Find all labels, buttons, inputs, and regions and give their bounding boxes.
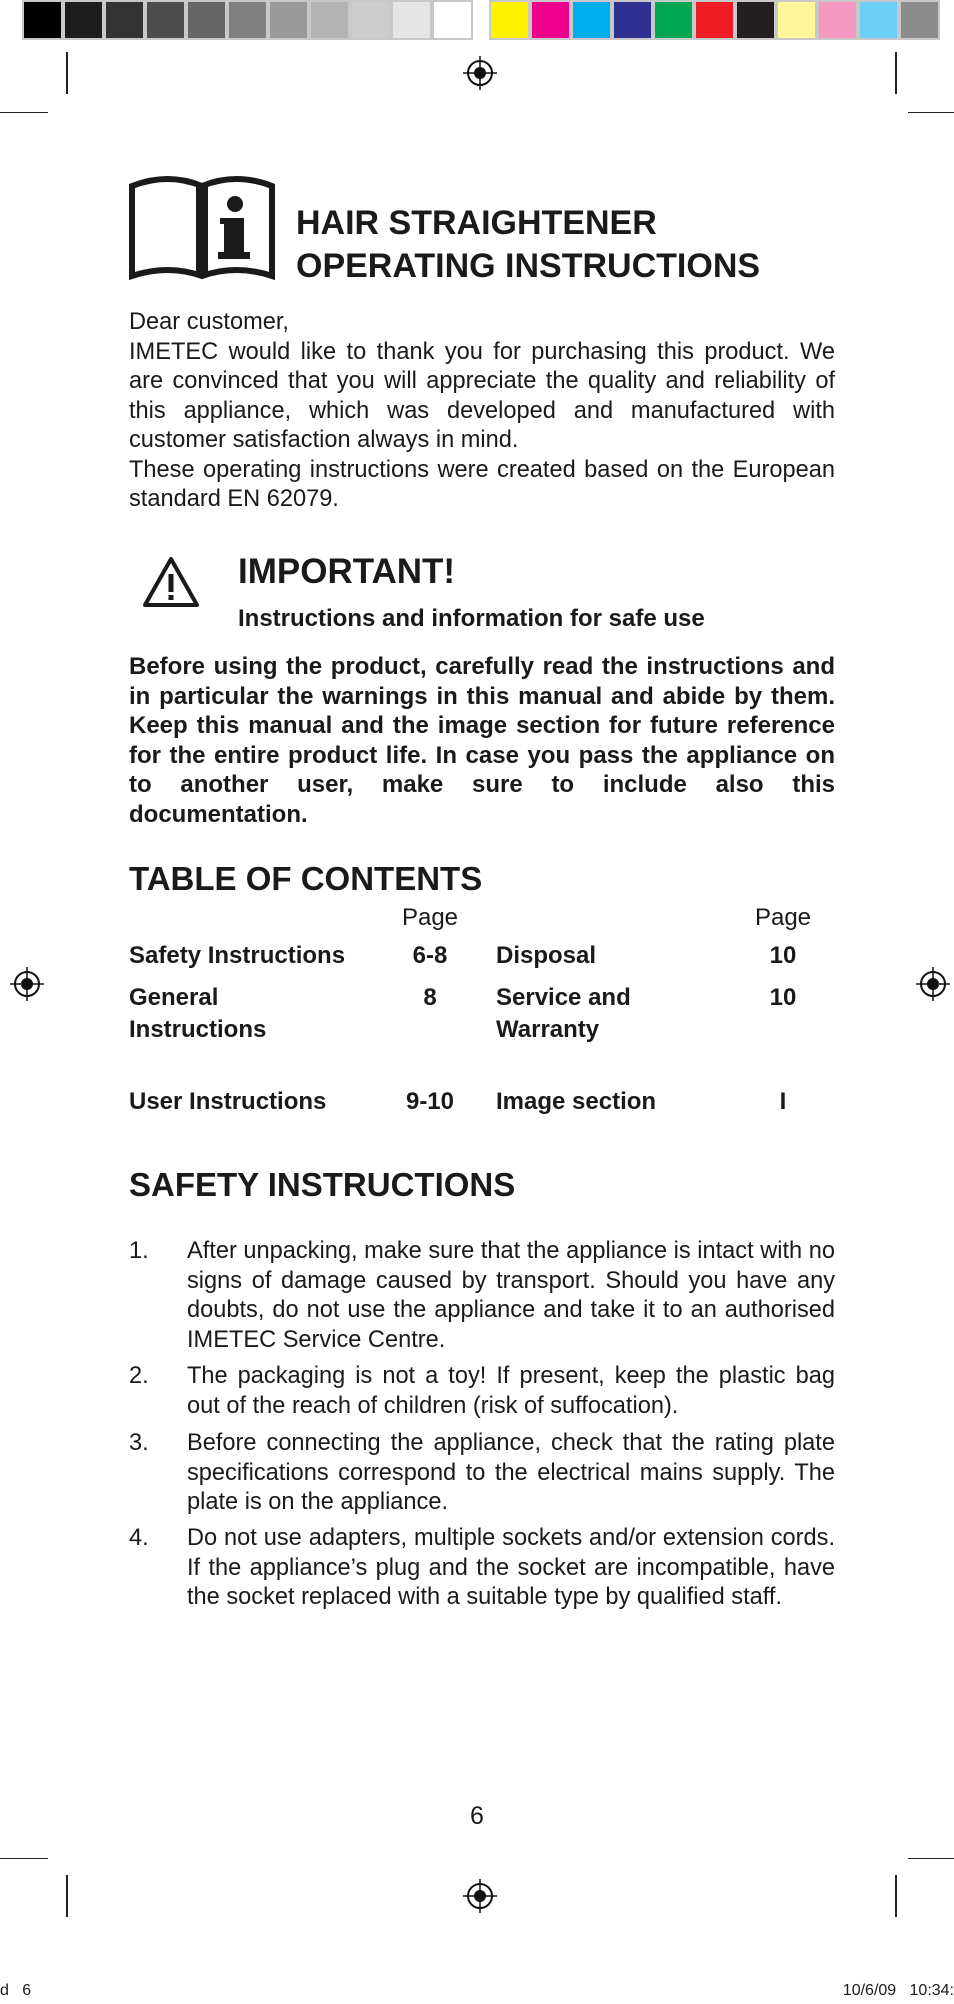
toc-entry-page: 8 <box>423 984 437 1011</box>
registration-mark-icon <box>916 967 950 1001</box>
intro-section <box>129 308 835 515</box>
toc-title: TABLE OF CONTENTS <box>129 860 483 897</box>
footer-timestamp: 10/6/09 10:34: <box>842 1982 954 1999</box>
list-text: The packaging is not a toy! If present, keep the plastic bag out of the reach of children (risk of suffocation). <box>187 1363 835 1419</box>
list-number: 3. <box>129 1430 149 1456</box>
crop-mark <box>66 1875 68 1917</box>
safety-title: SAFETY INSTRUCTIONS <box>129 1166 516 1203</box>
intro-paragraph: These operating instructions were created based on the European standard EN 62079. <box>129 456 835 512</box>
title-line-2: OPERATING INSTRUCTIONS <box>296 247 761 285</box>
list-number: 4. <box>129 1525 149 1551</box>
toc-entry-page: I <box>779 1088 787 1115</box>
intro-paragraph: IMETEC would like to thank you for purchasing this product. We are convinced that you will appreciate the quality and reliability of this appliance, which was developed and manufactured with customer satisfaction always in mind. <box>129 338 835 453</box>
crop-mark <box>908 1858 954 1859</box>
important-subtitle: Instructions and information for safe use <box>238 605 705 632</box>
crop-mark <box>908 112 954 113</box>
footer-slug-left: d 6 <box>0 1982 32 1999</box>
color-swatch <box>391 0 432 40</box>
toc-entry-label: Disposal <box>496 942 597 969</box>
color-swatch <box>571 0 612 40</box>
color-swatch <box>22 0 63 40</box>
color-swatch <box>63 0 104 40</box>
list-number: 2. <box>129 1363 149 1389</box>
toc-entry-page: 10 <box>769 984 797 1011</box>
toc-entry-page: 6-8 <box>412 942 448 969</box>
crop-mark <box>66 52 68 94</box>
color-swatch <box>309 0 350 40</box>
info-book-icon <box>128 172 276 282</box>
list-text: Do not use adapters, multiple sockets and/or extension cords. If the appliance’s plug and the socket are incompatible, have the socket replaced with a suitable type by qualified staff. <box>187 1525 835 1610</box>
greeting: Dear customer, <box>129 309 289 335</box>
color-swatch <box>268 0 309 40</box>
toc-entry-label: Image section <box>496 1088 657 1115</box>
toc-page-header: Page <box>401 904 459 931</box>
toc-entry-label: Safety Instructions <box>129 942 346 969</box>
list-item <box>129 1429 835 1518</box>
list-item <box>129 1362 835 1421</box>
registration-mark-icon <box>463 1879 497 1913</box>
crop-mark <box>0 112 48 113</box>
color-swatch <box>104 0 145 40</box>
toc-entry-label: General Instructions <box>129 984 267 1043</box>
document-title <box>296 202 856 288</box>
color-swatch <box>612 0 653 40</box>
color-swatch <box>350 0 391 40</box>
toc-entry-page: 10 <box>769 942 797 969</box>
color-swatch <box>653 0 694 40</box>
color-swatch <box>432 0 473 40</box>
toc-entry-page: 9-10 <box>405 1088 455 1115</box>
color-swatch <box>858 0 899 40</box>
color-swatch <box>776 0 817 40</box>
page-number: 6 <box>470 1802 484 1830</box>
color-swatch <box>227 0 268 40</box>
crop-mark <box>895 1875 897 1917</box>
crop-mark <box>895 52 897 94</box>
list-number: 1. <box>129 1238 149 1264</box>
list-text: After unpacking, make sure that the appliance is intact with no signs of damage caused by transport. Should you have any doubts, do not use the appliance and take it to an authorised IMETEC Service Centre. <box>187 1238 835 1353</box>
registration-mark-icon <box>463 56 497 90</box>
list-text: Before connecting the appliance, check that the rating plate specifications correspond to the electrical mains supply. The plate is on the appliance. <box>187 1430 835 1515</box>
color-swatch <box>694 0 735 40</box>
registration-mark-icon <box>10 967 44 1001</box>
list-item <box>129 1237 835 1355</box>
toc-page-header: Page <box>754 904 812 931</box>
color-swatch <box>186 0 227 40</box>
grayscale-calibration-bar <box>22 0 473 44</box>
toc-entry-label: Service and Warranty <box>496 984 631 1043</box>
color-calibration-bar <box>489 0 940 44</box>
color-swatch <box>817 0 858 40</box>
warning-triangle-icon <box>142 556 200 608</box>
color-swatch <box>145 0 186 40</box>
important-heading: IMPORTANT! <box>238 552 456 591</box>
title-line-1: HAIR STRAIGHTENER <box>296 204 657 242</box>
color-swatch <box>899 0 940 40</box>
list-item <box>129 1524 835 1613</box>
color-swatch <box>735 0 776 40</box>
crop-mark <box>0 1858 48 1859</box>
color-swatch <box>530 0 571 40</box>
warning-paragraph: Before using the product, carefully read the instructions and in particular the warnings in this manual and abide by them. Keep this manual and the image section for future reference for the entire product life. In case you pass the appliance on to another user, make sure to include also this documentation. <box>129 653 835 828</box>
color-swatch <box>489 0 530 40</box>
toc-entry-label: User Instructions <box>129 1088 327 1115</box>
